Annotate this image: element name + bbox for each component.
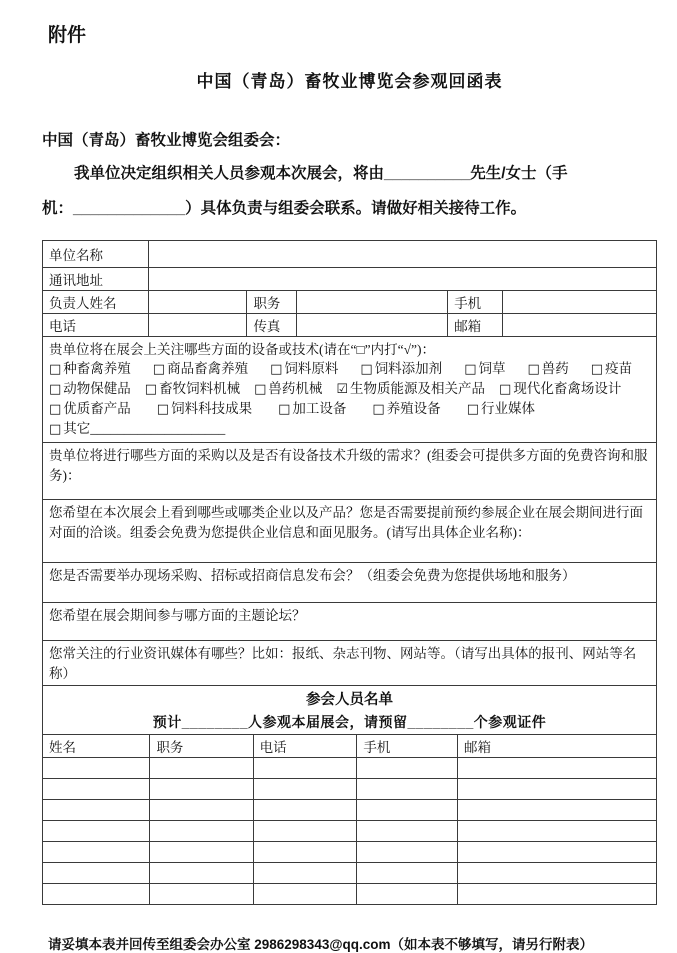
attendee-list-table — [42, 685, 657, 905]
attendee-mobile-cell[interactable] — [357, 842, 458, 863]
position-field[interactable] — [297, 291, 448, 314]
page-title: 中国（青岛）畜牧业博览会参观回函表 — [196, 72, 503, 91]
checkbox-item[interactable] — [591, 359, 632, 379]
attendee-phone-cell[interactable] — [253, 842, 357, 863]
checkbox-item[interactable] — [464, 359, 505, 379]
checkbox-icon: □ — [527, 362, 540, 377]
question-forum-topics[interactable]: 您希望在展会期间参与哪方面的主题论坛？ — [43, 603, 657, 641]
checkbox-item[interactable] — [254, 379, 322, 399]
checkbox-icon: □ — [372, 402, 385, 417]
checkbox-label: 饲料原料 — [284, 361, 339, 376]
attendee-phone-cell[interactable] — [253, 821, 357, 842]
checkbox-icon: □ — [49, 402, 62, 417]
checkbox-icon: □ — [499, 382, 512, 397]
position-label: 职务 — [247, 291, 297, 314]
question-procurement-needs[interactable]: 贵单位将进行哪些方面的采购以及是否有设备技术升级的需求？(组委会可提供多方面的免费咨询和服务)： — [43, 443, 657, 500]
attendee-position-cell[interactable] — [150, 863, 253, 884]
email-label: 邮箱 — [448, 314, 503, 337]
focus-row-2 — [49, 379, 650, 399]
checkbox-item[interactable] — [372, 399, 440, 419]
checkbox-label: 动物保健品 — [63, 381, 131, 396]
address-label: 通讯地址 — [43, 268, 149, 291]
salutation: 中国（青岛）畜牧业博览会组委会： — [42, 132, 291, 149]
question-industry-media[interactable]: 您常关注的行业资讯媒体有哪些？比如：报纸、杂志刊物、网站等。（请写出具体的报刊、网站等名称） — [43, 641, 657, 686]
checkbox-label: 饲草 — [478, 361, 506, 376]
checkbox-icon: □ — [590, 362, 604, 377]
attendee-name-cell[interactable] — [43, 758, 150, 779]
leader-name-label: 负责人姓名 — [43, 291, 149, 314]
checkbox-icon: □ — [360, 362, 373, 377]
attendee-name-cell[interactable] — [43, 800, 150, 821]
attendee-email-cell[interactable] — [458, 800, 657, 821]
checkbox-item[interactable] — [157, 399, 252, 419]
attendee-position-cell[interactable] — [150, 821, 253, 842]
checkbox-item[interactable] — [49, 359, 131, 379]
attendee-row — [43, 758, 657, 779]
attendee-row — [43, 821, 657, 842]
attendee-col-name: 姓名 — [43, 735, 150, 758]
attendee-name-cell[interactable] — [43, 884, 150, 905]
company-name-label: 单位名称 — [43, 241, 149, 268]
mobile-label: 手机 — [448, 291, 503, 314]
fax-label: 传真 — [247, 314, 297, 337]
attendee-email-cell[interactable] — [458, 821, 657, 842]
other-underline[interactable]: ____________________ — [90, 421, 226, 436]
attendee-mobile-cell[interactable] — [357, 800, 458, 821]
checkbox-icon: □ — [144, 382, 158, 397]
attachment-label: 附件 — [48, 25, 87, 46]
attendee-mobile-cell[interactable] — [357, 884, 458, 905]
checkbox-label: 其它 — [63, 421, 91, 436]
checkbox-label: 饲料添加剂 — [374, 361, 443, 376]
attendee-list-title: 参会人员名单 — [306, 692, 393, 708]
attendee-col-phone: 电话 — [253, 735, 357, 758]
checkbox-label: 兽药 — [541, 361, 569, 376]
attendee-name-cell[interactable] — [43, 863, 150, 884]
attendee-position-cell[interactable] — [150, 758, 253, 779]
checkbox-label: 疫苗 — [605, 361, 633, 376]
checkbox-label: 优质畜产品 — [63, 401, 131, 416]
focus-areas-cell — [43, 337, 657, 443]
attendee-phone-cell[interactable] — [253, 779, 357, 800]
intro-line-1: 我单位决定组织相关人员参观本次展会，将由__________先生/女士（手 — [74, 165, 568, 182]
checkbox-label: 饲料科技成果 — [171, 401, 253, 416]
checkbox-item[interactable] — [499, 379, 621, 399]
intro-paragraph — [42, 156, 657, 226]
attendee-email-cell[interactable] — [458, 842, 657, 863]
checkbox-checked-icon: ☑ — [336, 382, 349, 397]
checkbox-icon: □ — [152, 362, 166, 377]
checkbox-label: 兽药机械 — [268, 381, 323, 396]
attendee-row — [43, 842, 657, 863]
attendee-phone-cell[interactable] — [253, 800, 357, 821]
checkbox-label: 畜牧饲料机械 — [159, 381, 241, 396]
checkbox-item[interactable] — [527, 359, 568, 379]
attendee-phone-cell[interactable] — [253, 884, 357, 905]
intro-line-2: 机：_____________）具体负责与组委会联系。请做好相关接待工作。 — [42, 200, 527, 217]
checkbox-icon: □ — [278, 402, 291, 417]
attendee-phone-cell[interactable] — [253, 758, 357, 779]
footer-note: 请妥填本表并回传至组委会办公室 2986298343@qq.com（如本表不够填写，请另行附表） — [48, 937, 593, 952]
checkbox-label: 行业媒体 — [480, 401, 535, 416]
attendee-position-cell[interactable] — [150, 800, 253, 821]
checkbox-icon: □ — [49, 362, 62, 377]
phone-field[interactable] — [148, 314, 247, 337]
checkbox-item[interactable] — [278, 399, 346, 419]
checkbox-item[interactable] — [270, 359, 338, 379]
attendee-row — [43, 884, 657, 905]
attendee-name-cell[interactable] — [43, 779, 150, 800]
attendee-col-mobile: 手机 — [357, 735, 458, 758]
attendee-email-cell[interactable] — [458, 779, 657, 800]
address-field[interactable] — [148, 268, 656, 291]
checkbox-label: 养殖设备 — [386, 401, 441, 416]
fax-field[interactable] — [297, 314, 448, 337]
attendee-position-cell[interactable] — [150, 779, 253, 800]
checkbox-icon: □ — [270, 362, 283, 377]
attendee-position-cell[interactable] — [150, 842, 253, 863]
checkbox-item-checked[interactable] — [336, 379, 485, 399]
checkbox-item[interactable] — [49, 399, 131, 419]
checkbox-label: 现代化畜禽场设计 — [513, 381, 622, 396]
checkbox-icon: □ — [49, 382, 62, 397]
checkbox-item[interactable] — [153, 359, 248, 379]
attendee-row — [43, 863, 657, 884]
focus-row-3 — [49, 399, 650, 419]
attendee-name-cell[interactable] — [43, 821, 150, 842]
checkbox-label: 种畜禽养殖 — [63, 361, 131, 376]
phone-label: 电话 — [43, 314, 149, 337]
question-onsite-event[interactable]: 您是否需要举办现场采购、招标或招商信息发布会？（组委会免费为您提供场地和服务） — [43, 563, 657, 603]
checkbox-icon: □ — [254, 382, 267, 397]
attendee-mobile-cell[interactable] — [357, 758, 458, 779]
attendee-row — [43, 779, 657, 800]
contact-and-questions-table — [42, 240, 657, 686]
attendee-list-header — [43, 686, 657, 735]
attendee-col-email: 邮箱 — [458, 735, 657, 758]
checkbox-icon: □ — [464, 362, 477, 377]
attendee-email-cell[interactable] — [458, 863, 657, 884]
checkbox-icon: □ — [49, 422, 62, 437]
checkbox-item[interactable] — [49, 379, 131, 399]
checkbox-icon: □ — [156, 402, 170, 417]
checkbox-item-other[interactable] — [49, 421, 90, 436]
attendee-name-cell[interactable] — [43, 842, 150, 863]
leader-name-field[interactable] — [148, 291, 247, 314]
attendee-count-line[interactable]: 预计________人参观本届展会，请预留________个参观证件 — [152, 714, 547, 730]
checkbox-label: 生物质能源及相关产品 — [350, 381, 486, 396]
checkbox-item[interactable] — [360, 359, 442, 379]
mobile-field[interactable] — [502, 291, 656, 314]
email-field[interactable] — [502, 314, 656, 337]
attendee-email-cell[interactable] — [458, 884, 657, 905]
company-name-field[interactable] — [148, 241, 656, 268]
attendee-position-cell[interactable] — [150, 884, 253, 905]
checkbox-item[interactable] — [145, 379, 240, 399]
attendee-mobile-cell[interactable] — [357, 863, 458, 884]
attendee-phone-cell[interactable] — [253, 863, 357, 884]
question-companies-products[interactable]: 您希望在本次展会上看到哪些或哪类企业以及产品？您是否需要提前预约参展企业在展会期间进行面对面的洽谈。组委会免费为您提供企业信息和面见服务。(请写出具体企业名称)： — [43, 500, 657, 563]
focus-row-1 — [49, 359, 650, 379]
attendee-email-cell[interactable] — [458, 758, 657, 779]
attendee-mobile-cell[interactable] — [357, 821, 458, 842]
attendee-row — [43, 800, 657, 821]
checkbox-item[interactable] — [467, 399, 535, 419]
attendee-mobile-cell[interactable] — [357, 779, 458, 800]
checkbox-label: 商品畜禽养殖 — [167, 361, 249, 376]
checkbox-icon: □ — [466, 402, 479, 417]
attendee-col-position: 职务 — [150, 735, 253, 758]
focus-row-other — [49, 419, 650, 439]
focus-areas-question: 贵单位将在展会上关注哪些方面的设备或技术(请在“□”内打“√”)： — [49, 342, 436, 357]
checkbox-label: 加工设备 — [292, 401, 347, 416]
